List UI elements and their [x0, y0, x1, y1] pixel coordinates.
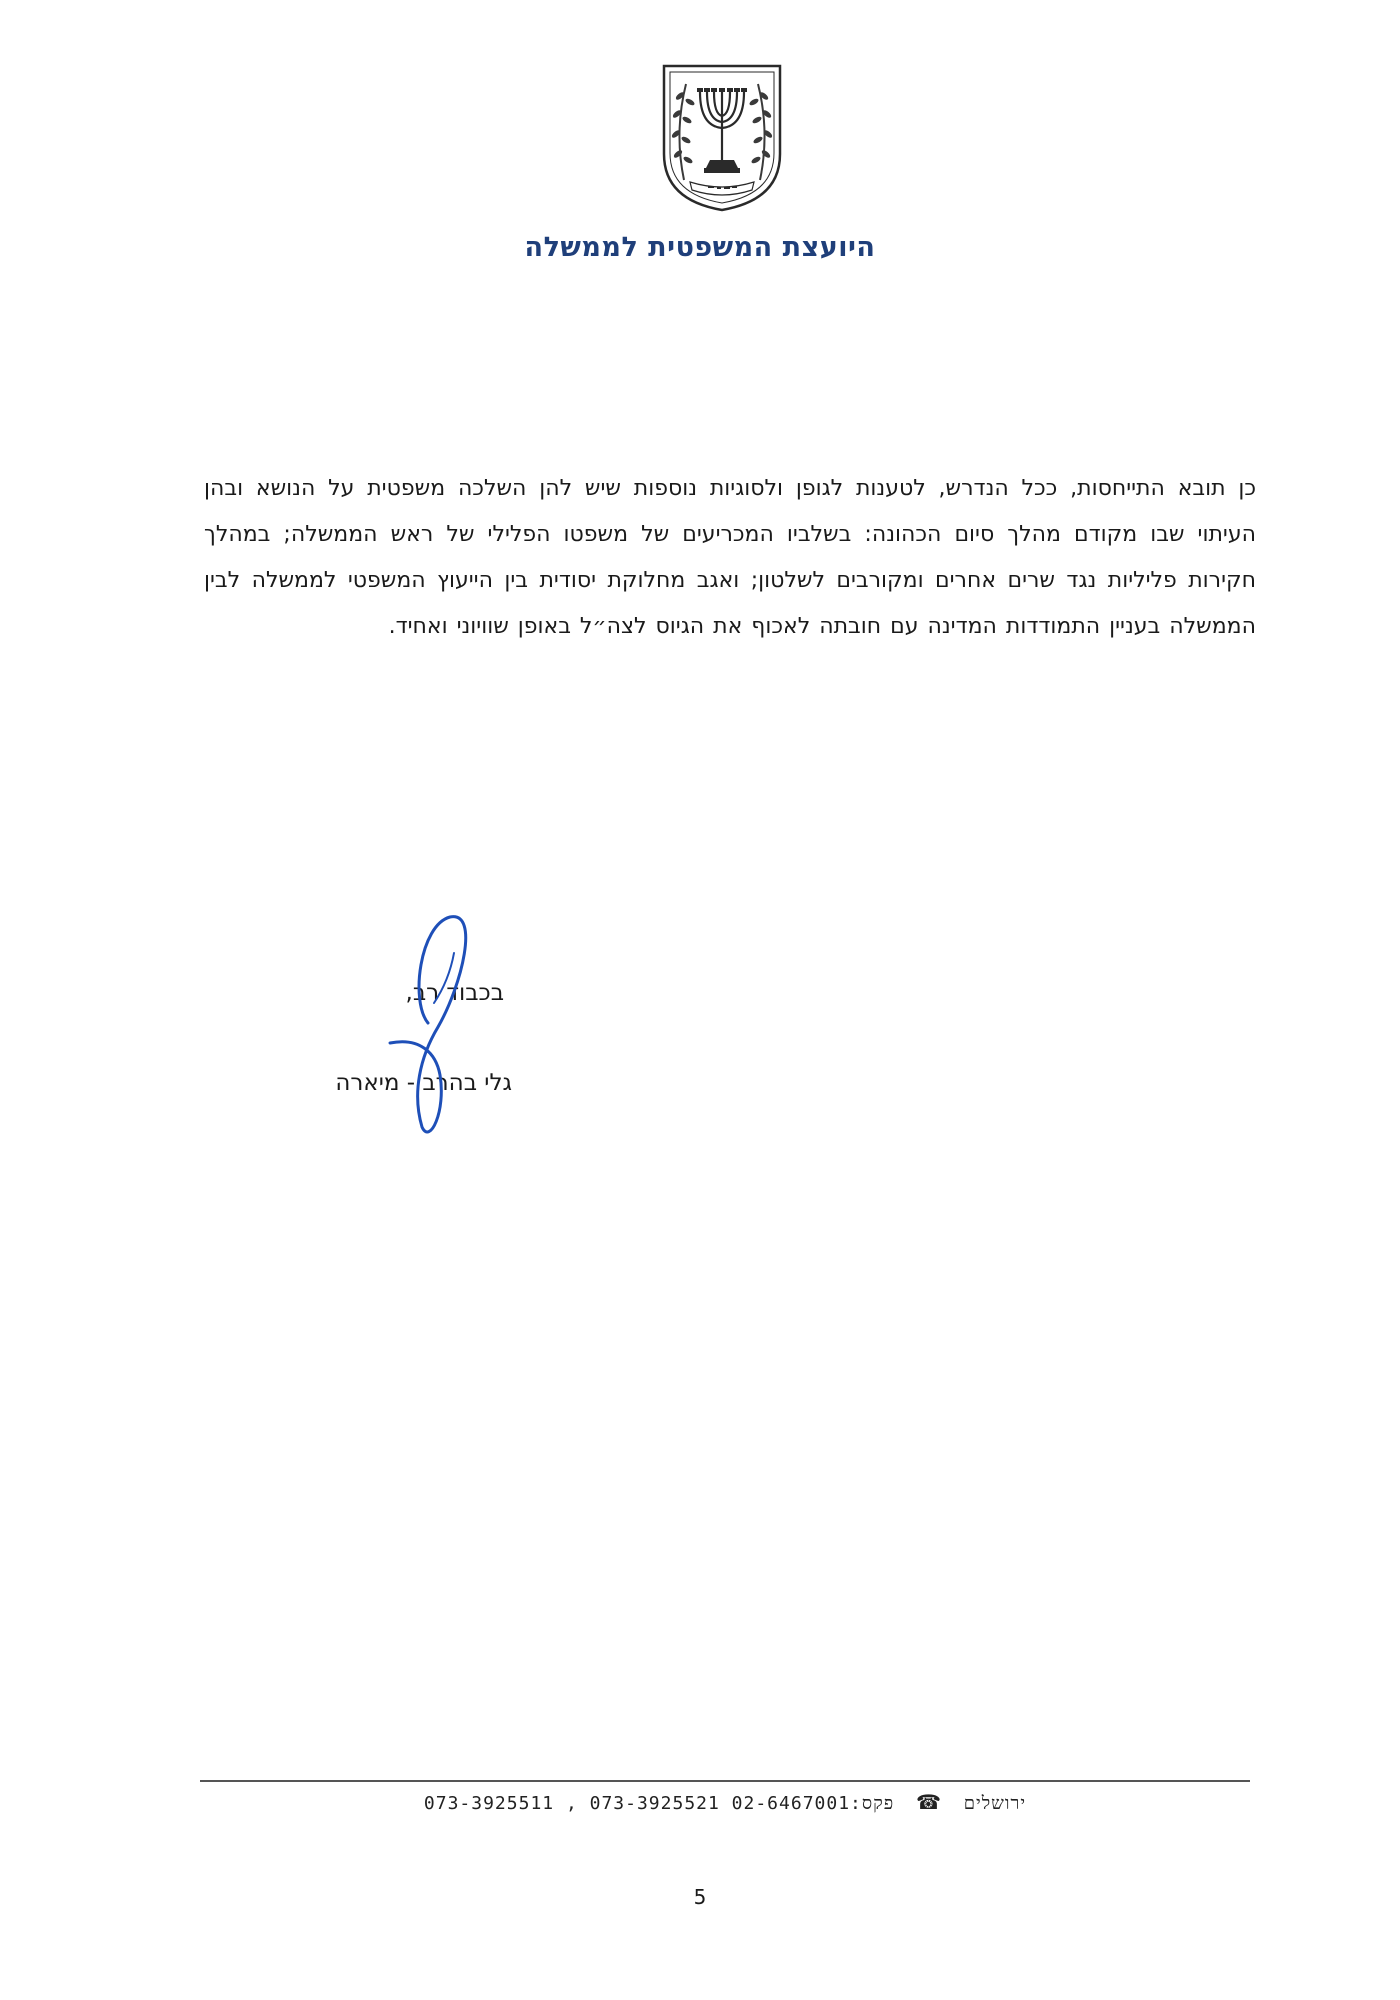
footer-city: ירושלים [963, 1793, 1027, 1814]
body-paragraph: כן תובא התייחסות, ככל הנדרש, לטענות לגופן ולסוגיות נוספות שיש להן השלכה משפטית על הנושא ובהן העיתוי שבו מקודם מהלך סיום הכהונה: בשלביו המכריעים של משפטו הפלילי של ראש הממשלה; במהלך חקירות פליליות נגד שרים אחרים ומקורבים לשלטון; ואגב מחלוקת יסודית בין הייעוץ המשפטי לממשלה לבין הממשלה בעניין התמודדות המדינה עם חובתה לאכוף את הגיוס לצה״ל באופן שוויוני ואחיד. [204, 476, 1256, 639]
state-emblem-menorah-icon [660, 62, 784, 214]
footer-phone-fax: 073-3925511 , 073-3925521 פקס:02-6467001 [423, 1793, 895, 1814]
page-number: 5 [693, 1885, 707, 1909]
closing-salutation: בכבוד רב, [405, 980, 504, 1006]
footer-divider [200, 1780, 1250, 1782]
footer-contact [200, 1790, 1250, 1814]
handwritten-signature-icon [350, 905, 490, 1145]
telephone-icon: ☎ [916, 1790, 942, 1814]
office-title: היועצת המשפטית לממשלה [524, 232, 876, 263]
signer-name: גלי בהרב - מיארה [335, 1070, 512, 1096]
